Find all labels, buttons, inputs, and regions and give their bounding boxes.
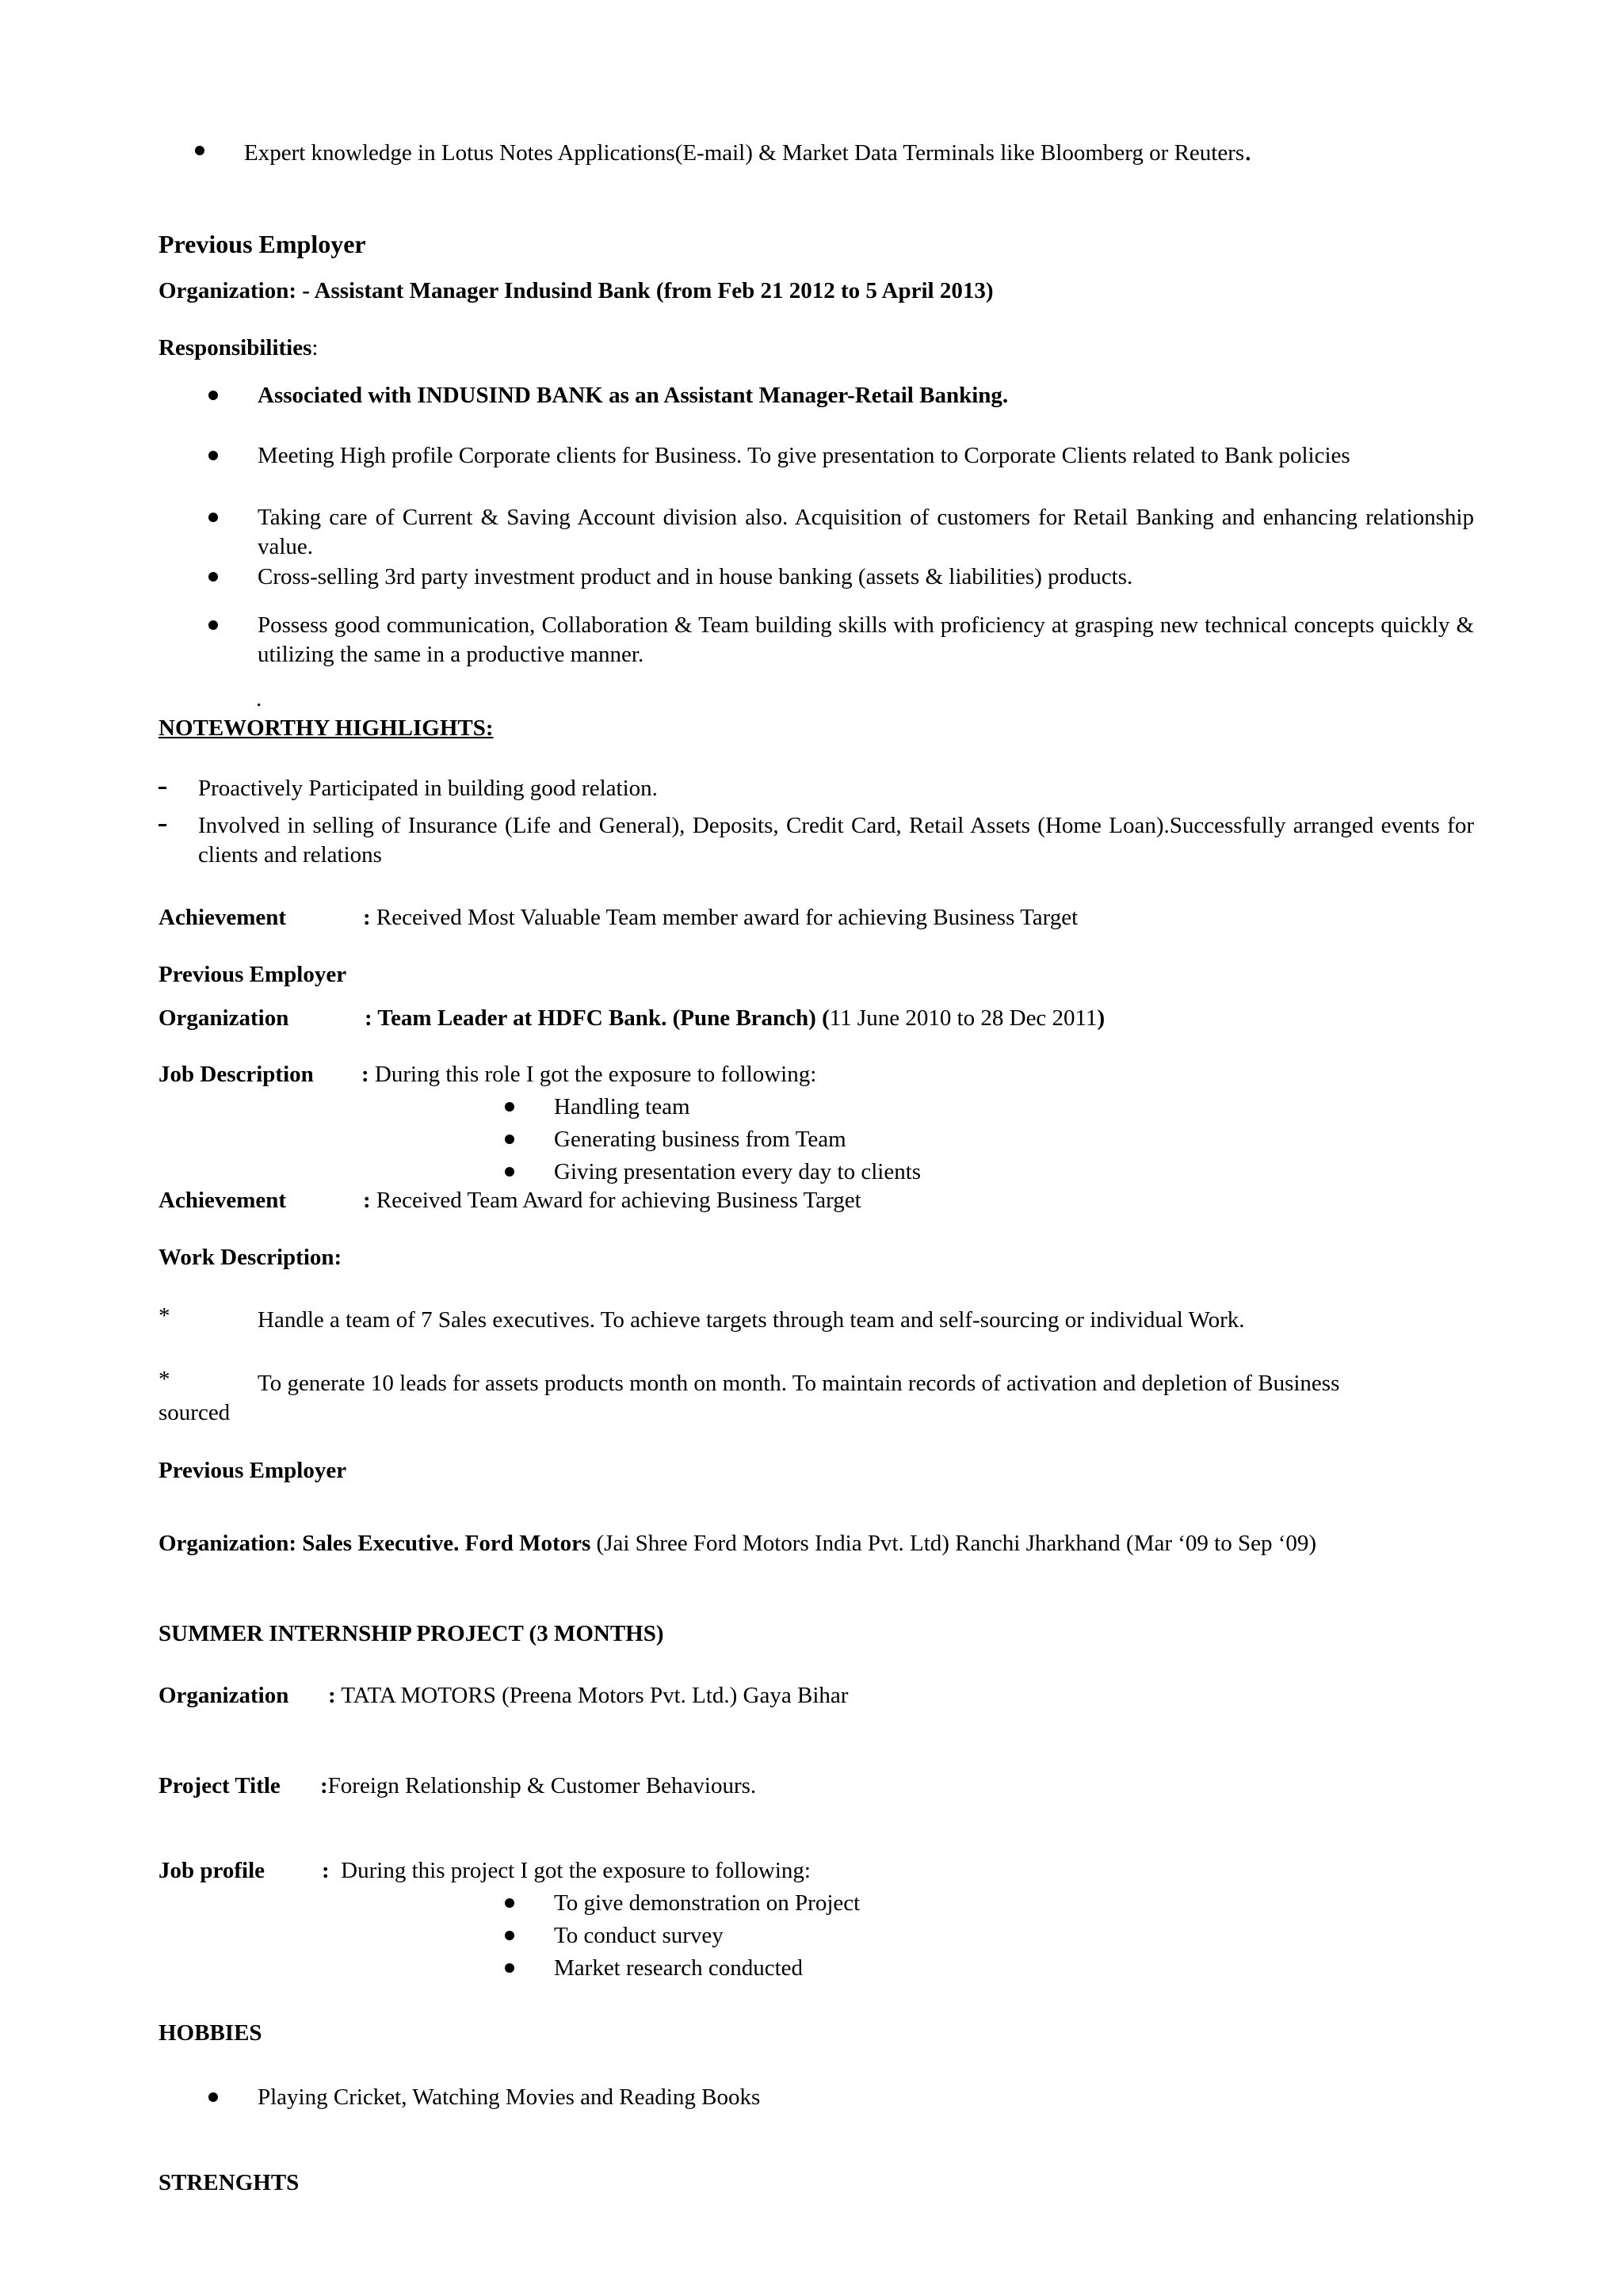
bullet-icon: [208, 451, 218, 460]
responsibility-item: Associated with INDUSIND BANK as an Assistant Manager-Retail Banking.: [258, 383, 1009, 408]
job-item: Giving presentation every day to clients: [554, 1159, 922, 1184]
bullet-icon: [505, 1167, 514, 1177]
section-heading-previous-employer: Previous Employer: [158, 230, 366, 258]
highlights-heading: NOTEWORTHY HIGHLIGHTS:: [158, 715, 494, 741]
bullet-icon: [505, 1135, 514, 1144]
bullet-icon: [505, 1898, 514, 1908]
stray-dot: .: [256, 686, 262, 711]
ford-organization: Organization: Sales Executive. Ford Motors (Jai Shree Ford Motors India Pvt. Ltd) Ranchi Jharkhand (Mar ‘09 to Sep ‘09): [158, 1531, 1317, 1556]
achievement-value: : Received Most Valuable Team member award for achieving Business Target: [363, 905, 1079, 930]
bullet-icon: [208, 513, 218, 522]
responsibility-item: Meeting High profile Corporate clients for Business. To give presentation to Corporate Clients related to Bank policies: [258, 443, 1350, 468]
work-description-heading: Work Description:: [158, 1245, 342, 1270]
job-profile-label: Job profile: [158, 1858, 265, 1883]
work-item-wrap: sourced: [158, 1400, 231, 1425]
bullet-icon: [505, 1963, 514, 1973]
bullet-icon: [208, 391, 218, 400]
responsibility-item: Cross-selling 3rd party investment product and in house banking (assets & liabilities) products.: [258, 564, 1133, 589]
hdfc-organization-value: : Team Leader at HDFC Bank. (Pune Branch) (11 June 2010 to 28 Dec 2011): [365, 1005, 1106, 1031]
responsibility-item: Possess good communication, Collaboration & Team building skills with proficiency at grasping new technical concepts quickly & utilizing the same in a productive manner.: [258, 612, 1474, 667]
job-profile-item: Market research conducted: [554, 1955, 804, 1981]
dash-icon: [158, 787, 166, 789]
job-description-label: Job Description: [158, 1062, 314, 1087]
achievement-value: : Received Team Award for achieving Business Target: [363, 1188, 861, 1213]
star-icon: *: [158, 1367, 170, 1392]
job-item: Generating business from Team: [554, 1127, 846, 1152]
bullet-icon: [208, 620, 218, 630]
project-title-value: :Foreign Relationship & Customer Behaviours.: [320, 1773, 757, 1798]
strengths-heading: STRENGHTS: [158, 2170, 300, 2195]
hobby-item: Playing Cricket, Watching Movies and Reading Books: [258, 2084, 761, 2110]
responsibility-item: Taking care of Current & Saving Account division also. Acquisition of customers for Retail Banking and enhancing relationship value.: [258, 505, 1474, 559]
indusind-organization: Organization: - Assistant Manager Indusind Bank (from Feb 21 2012 to 5 April 2013): [158, 278, 994, 303]
achievement-label: Achievement: [158, 905, 287, 930]
dash-icon: [158, 824, 166, 826]
job-item: Handling team: [554, 1094, 690, 1119]
bullet-icon: [208, 2092, 218, 2102]
work-item: Handle a team of 7 Sales executives. To achieve targets through team and self-sourcing or individual Work.: [258, 1307, 1245, 1333]
job-profile-value: : During this project I got the exposure to following:: [322, 1858, 811, 1883]
internship-organization-label: Organization: [158, 1683, 289, 1708]
internship-organization-value: : TATA MOTORS (Preena Motors Pvt. Ltd.) Gaya Bihar: [328, 1683, 849, 1708]
star-icon: *: [158, 1303, 170, 1329]
top-bullet-text: Expert knowledge in Lotus Notes Applications(E-mail) & Market Data Terminals like Bloomberg or Reuters.: [244, 134, 1252, 167]
bullet-icon: [505, 1102, 514, 1112]
bullet-icon: [195, 146, 204, 155]
section-heading-previous-employer: Previous Employer: [158, 1458, 347, 1483]
bullet-icon: [208, 572, 218, 582]
hdfc-organization-label: Organization: [158, 1005, 289, 1031]
job-profile-item: To conduct survey: [554, 1923, 724, 1948]
highlight-item: Proactively Participated in building good relation.: [198, 776, 658, 801]
work-item: To generate 10 leads for assets products month on month. To maintain records of activation and depletion of Business: [258, 1371, 1340, 1396]
bullet-icon: [505, 1931, 514, 1940]
project-title-label: Project Title: [158, 1773, 281, 1798]
highlight-item: Involved in selling of Insurance (Life and General), Deposits, Credit Card, Retail Assets (Home Loan).Successfully arranged events for clients and relations: [198, 813, 1474, 868]
responsibilities-label: Responsibilities:: [158, 335, 319, 360]
achievement-label: Achievement: [158, 1188, 287, 1213]
job-profile-item: To give demonstration on Project: [554, 1890, 861, 1916]
hobbies-heading: HOBBIES: [158, 2020, 262, 2046]
internship-heading: SUMMER INTERNSHIP PROJECT (3 MONTHS): [158, 1621, 664, 1646]
job-description-value: : During this role I got the exposure to following:: [361, 1062, 817, 1087]
section-heading-previous-employer: Previous Employer: [158, 962, 347, 987]
